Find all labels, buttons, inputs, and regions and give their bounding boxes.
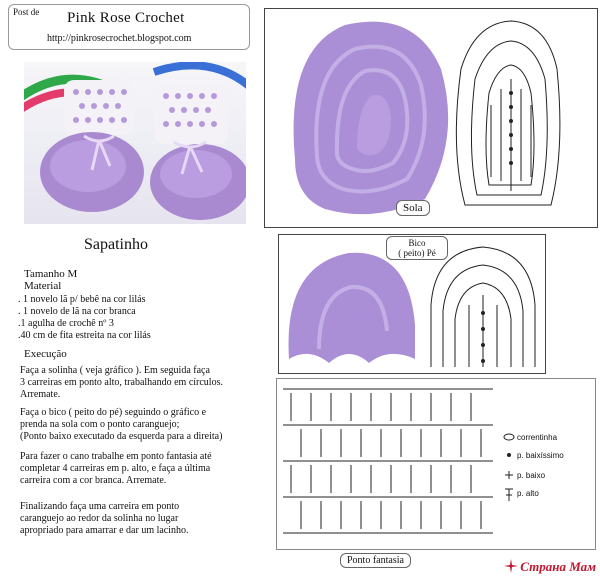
site-title: Pink Rose Crochet bbox=[67, 10, 185, 26]
toe-photo bbox=[289, 253, 416, 363]
instruction-line: Faça o bico ( peito do pé) seguindo o gráfico e bbox=[20, 407, 207, 418]
material-item: . 1 novelo lã p/ bebê na cor lilás bbox=[18, 294, 146, 305]
fancy-stitch-chart bbox=[283, 389, 493, 533]
instruction-line: carreira com a cor branca. Arremate. bbox=[20, 475, 167, 486]
instruction-line: (Ponto baixo executado da esquerda para a direita) bbox=[20, 431, 223, 442]
sole-diagram-panel bbox=[264, 8, 598, 228]
slip-stitch-symbol-icon bbox=[507, 453, 511, 457]
toe-label-line2: ( peito) Pé bbox=[398, 248, 436, 258]
material-item: .1 agulha de crochê nº 3 bbox=[18, 318, 114, 329]
double-crochet-symbol-icon bbox=[505, 489, 513, 501]
instruction-line: 3 carreiras em ponto alto, trabalhando em círculos. bbox=[20, 377, 223, 388]
instruction-line: Finalizando faça uma carreira em ponto bbox=[20, 501, 180, 512]
material-heading: Material bbox=[24, 280, 62, 292]
sole-photo bbox=[294, 22, 449, 215]
toe-label bbox=[386, 236, 448, 260]
fancy-stitch-label: Ponto fantasia bbox=[340, 553, 411, 568]
blog-header-box bbox=[8, 4, 250, 50]
post-de-label: Post de bbox=[13, 7, 40, 17]
toe-chart bbox=[431, 247, 535, 367]
execution-heading: Execução bbox=[24, 348, 67, 360]
material-item: . 1 novelo de lã na cor branca bbox=[18, 306, 136, 317]
material-item: .40 cm de fita estreita na cor lilás bbox=[18, 330, 151, 341]
fancy-stitch-panel bbox=[276, 378, 596, 550]
site-url[interactable]: http://pinkrosecrochet.blogspot.com bbox=[47, 33, 192, 44]
instruction-line: Arremate. bbox=[20, 389, 61, 400]
legend-slip-stitch: p. baixíssimo bbox=[517, 451, 564, 460]
cross-logo-icon bbox=[504, 559, 518, 573]
legend-double-crochet: p. alto bbox=[517, 489, 539, 498]
single-crochet-symbol-icon bbox=[505, 471, 513, 479]
sole-chart bbox=[456, 21, 560, 205]
instruction-line: caranguejo ao redor da solinha no lugar bbox=[20, 513, 179, 524]
legend-single-crochet: p. baixo bbox=[517, 471, 546, 480]
instruction-line: Para fazer o cano trabalhe em ponto fantasia até bbox=[20, 451, 212, 462]
instruction-line: Faça a solinha ( veja gráfico ). Em seguida faça bbox=[20, 365, 210, 376]
sole-label: Sola bbox=[396, 200, 430, 216]
chain-symbol-icon bbox=[504, 434, 514, 440]
instruction-line: apropriado para amarrar e dar um lacinho. bbox=[20, 525, 189, 536]
toe-label-line1: Bico bbox=[408, 238, 426, 248]
watermark bbox=[504, 559, 596, 575]
legend-chain: correntinha bbox=[517, 433, 558, 442]
size-label: Tamanho M bbox=[24, 268, 78, 280]
watermark-text: Страна Мам bbox=[520, 559, 596, 574]
pattern-title: Sapatinho bbox=[84, 236, 148, 253]
booties-photo bbox=[24, 62, 246, 224]
instruction-line: completar 4 carreiras em p. alto, e faça a última bbox=[20, 463, 211, 474]
instruction-line: prenda na sola com o ponto caranguejo; bbox=[20, 419, 180, 430]
